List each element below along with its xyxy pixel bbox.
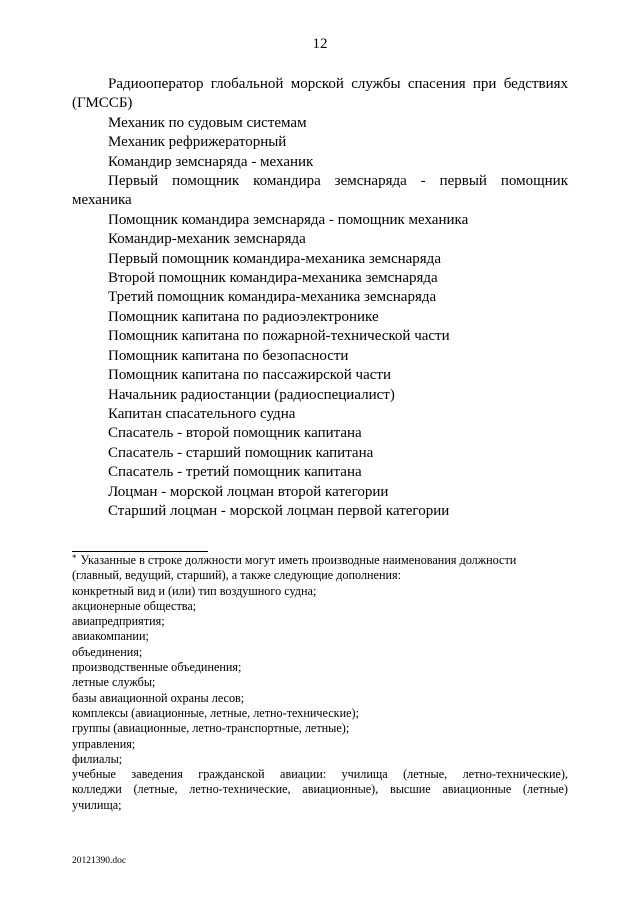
list-item: Начальник радиостанции (радиоспециалист): [108, 386, 395, 403]
list-item: Командир земснаряда - механик: [108, 153, 314, 170]
list-item: Первый помощник командира земснаряда - первый помощник: [108, 173, 568, 190]
list-item: Старший лоцман - морской лоцман первой категории: [108, 502, 450, 519]
footnote-line: управления;: [72, 736, 136, 751]
footnote-line: конкретный вид и (или) тип воздушного судна;: [72, 583, 317, 598]
footnote-line: (главный, ведущий, старший), а также следующие дополнения:: [72, 568, 402, 583]
footnote-line: [72, 553, 568, 568]
list-item: Второй помощник командира-механика земснаряда: [108, 270, 438, 287]
footnote-line: летные службы;: [72, 675, 156, 690]
list-item: Спасатель - второй помощник капитана: [108, 425, 362, 442]
list-item: Механик рефрижераторный: [108, 134, 287, 151]
footnote-line: объединения;: [72, 644, 143, 659]
list-item: механика: [72, 192, 132, 209]
footnote-marker: *: [72, 553, 77, 563]
footnote: [72, 553, 568, 813]
list-item: Капитан спасательного судна: [108, 405, 296, 422]
page-number: 12: [312, 36, 328, 52]
list-item: Помощник командира земснаряда - помощник механика: [108, 211, 469, 228]
list-item: (ГМССБ): [72, 95, 133, 112]
footnote-line: авиапредприятия;: [72, 614, 165, 629]
footnote-line: училища;: [72, 797, 122, 812]
list-item: Помощник капитана по пожарной-технической части: [108, 328, 450, 345]
footnote-rule: [72, 551, 208, 552]
list-item: Помощник капитана по безопасности: [108, 347, 349, 364]
footnote-line: группы (авиационные, летно-транспортные, летные);: [72, 721, 350, 736]
footnote-line: базы авиационной охраны лесов;: [72, 690, 245, 705]
footnote-text: Указанные в строке должности могут иметь производные наименования должности: [80, 553, 517, 567]
footnote-line: учебные заведения гражданской авиации: училища (летные, летно-технические),: [72, 767, 568, 782]
footnote-line: производственные объединения;: [72, 660, 242, 675]
list-item: Командир-механик земснаряда: [108, 231, 306, 248]
list-item: Лоцман - морской лоцман второй категории: [108, 483, 389, 500]
list-item: Помощник капитана по радиоэлектронике: [108, 308, 379, 325]
position-list: [72, 75, 568, 521]
list-item: Третий помощник командира-механика земснаряда: [108, 289, 437, 306]
footnote-line: авиакомпании;: [72, 629, 149, 644]
footnote-line: колледжи (летные, летно-технические, авиационные), высшие авиационные (летные): [72, 782, 568, 797]
list-item: Первый помощник командира-механика земснаряда: [108, 250, 441, 267]
footnote-line: комплексы (авиационные, летные, летно-технические);: [72, 705, 359, 720]
list-item: Спасатель - третий помощник капитана: [108, 464, 362, 481]
list-item: Радиооператор глобальной морской службы спасения при бедствиях: [108, 76, 568, 92]
list-item: Спасатель - старший помощник капитана: [108, 444, 374, 461]
file-name: 20121390.doc: [72, 856, 127, 866]
footnote-line: филиалы;: [72, 751, 123, 766]
list-item: Механик по судовым системам: [108, 114, 307, 131]
list-item: Помощник капитана по пассажирской части: [108, 367, 392, 384]
footnote-line: акционерные общества;: [72, 598, 197, 613]
